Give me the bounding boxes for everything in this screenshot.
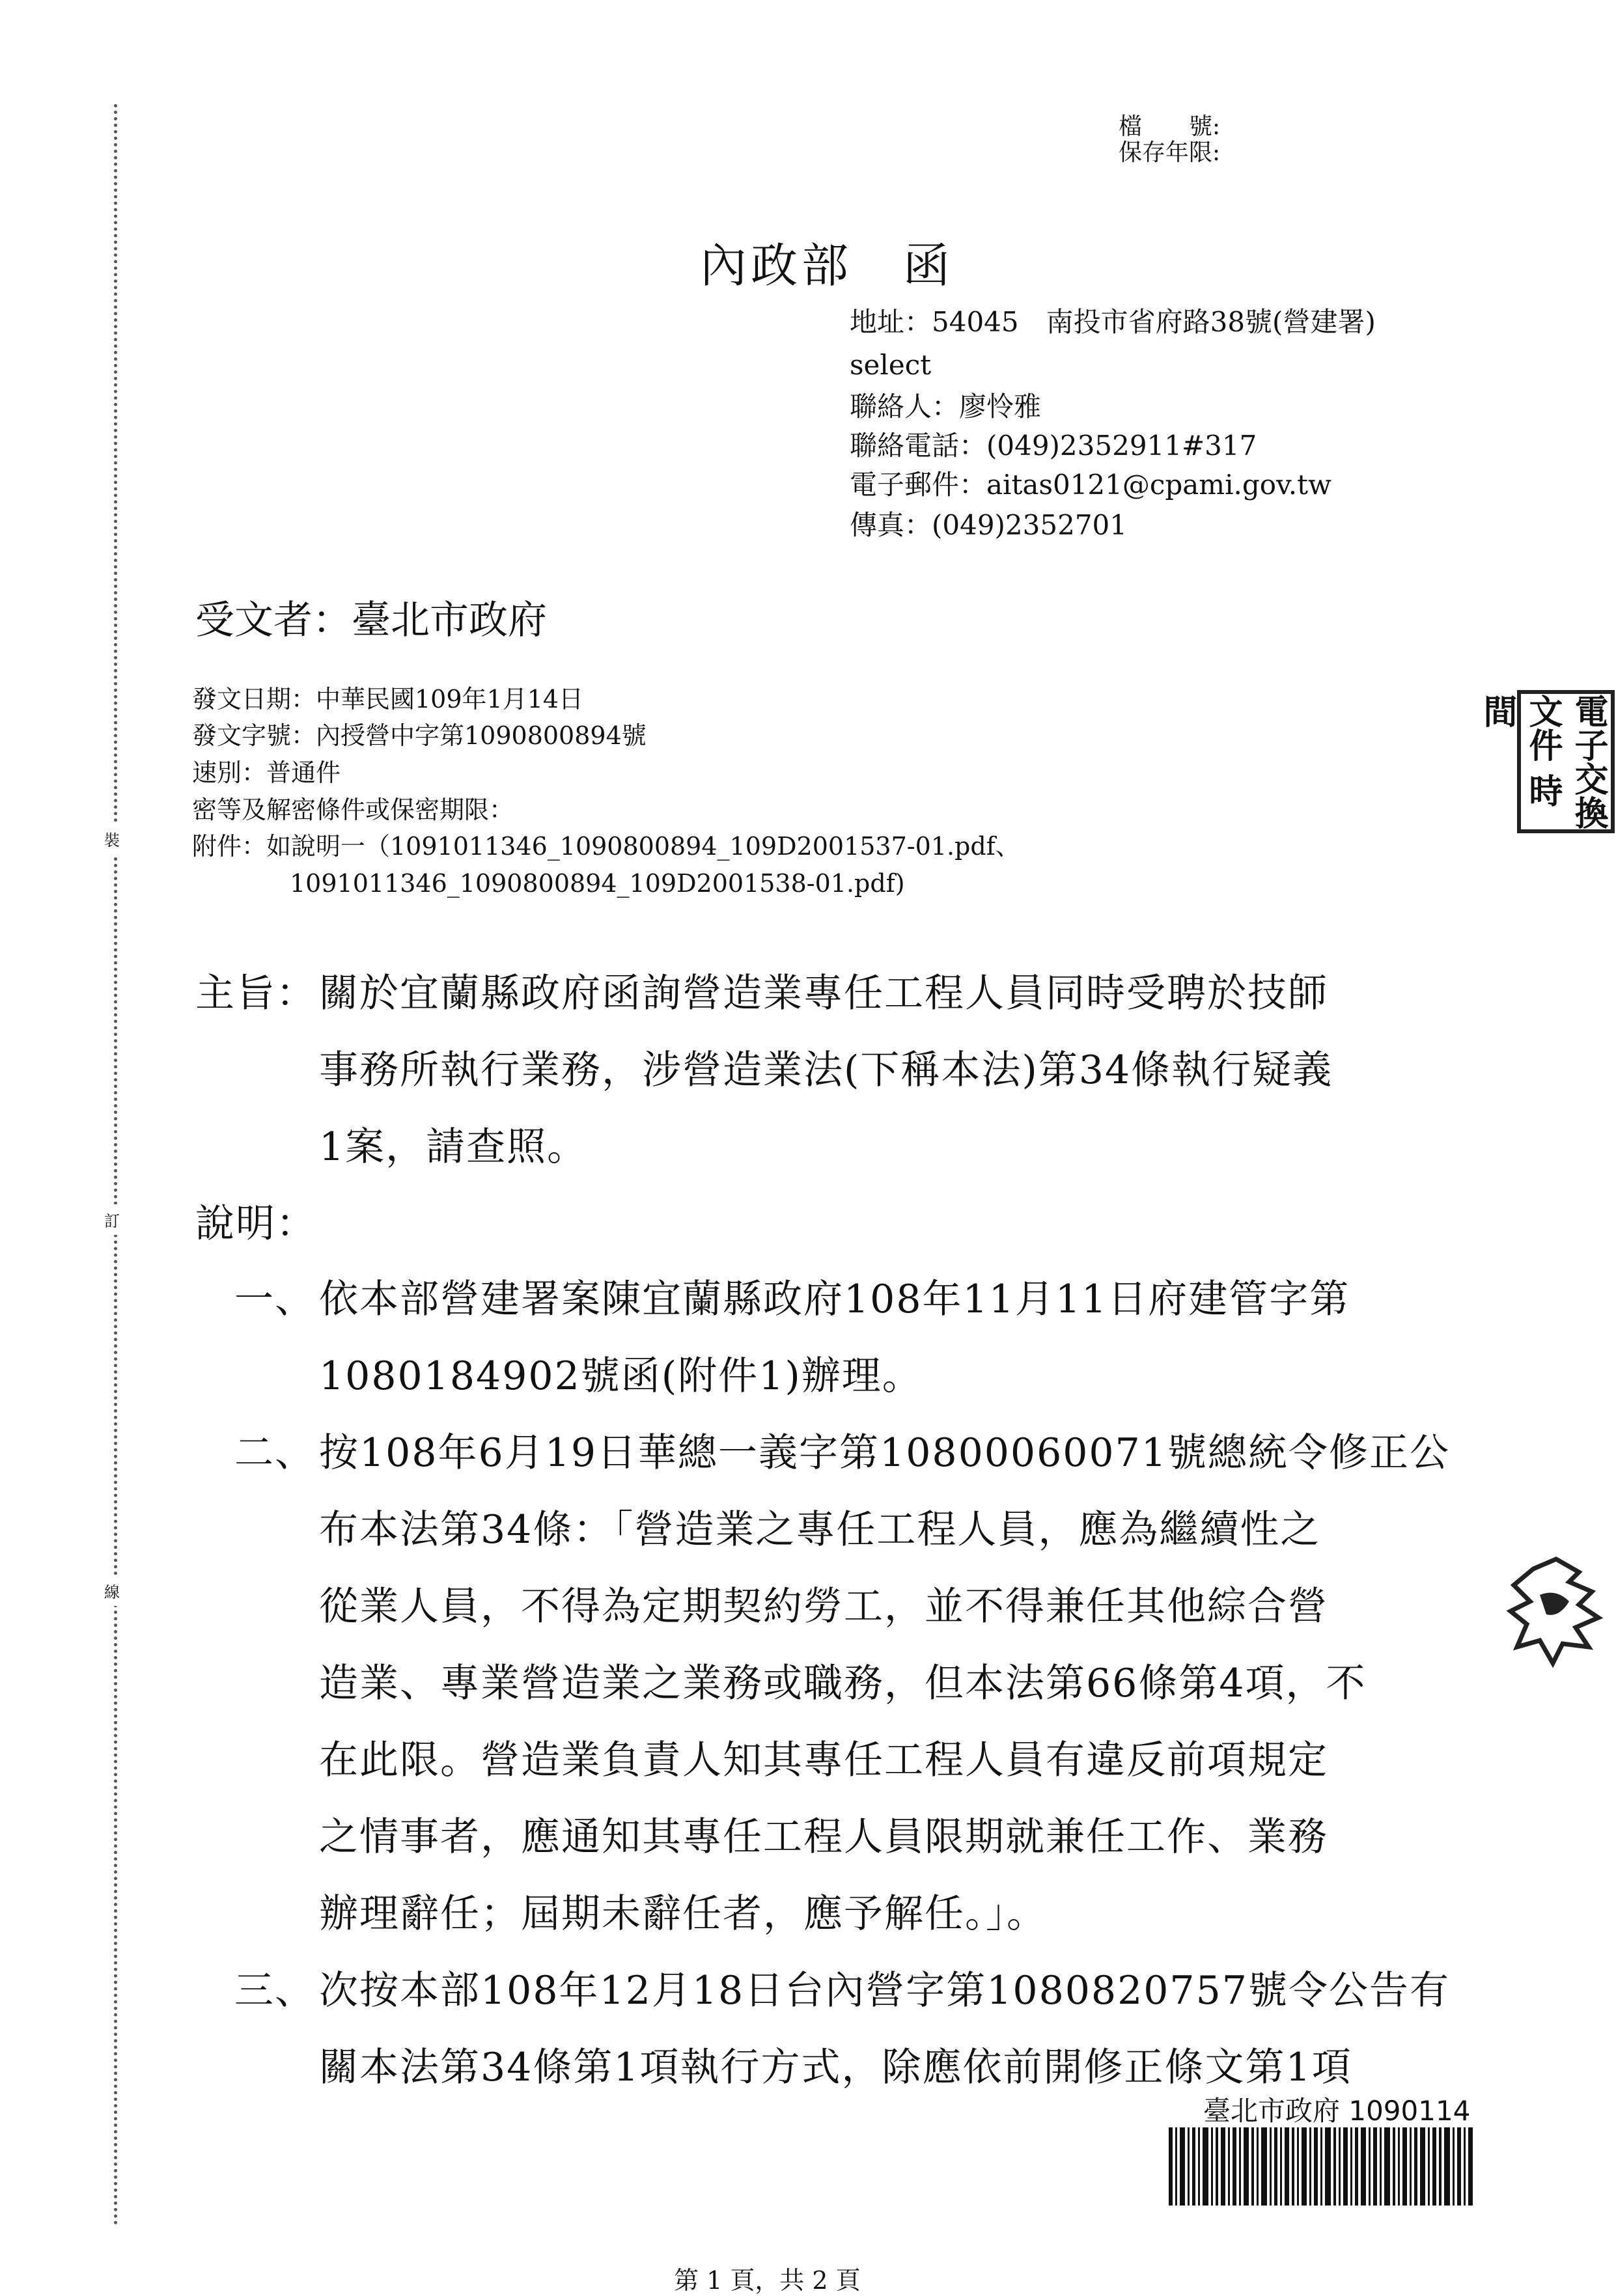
explanation-item-2-line-1: 按108年6月19日華總一義字第10800060071號總統令修正公 bbox=[319, 1430, 1450, 1476]
explanation-item-2-line-3: 從業人員，不得為定期契約勞工，並不得兼任其他綜合營 bbox=[319, 1584, 1328, 1629]
electronic-exchange-stamp: 電子交換 文件 時間 bbox=[1517, 690, 1615, 833]
receipt-label: 臺北市政府 1090114 bbox=[1203, 2095, 1471, 2127]
explanation-item-3-line-2: 關本法第34條第1項執行方式，除應依前開修正條文第1項 bbox=[319, 2045, 1352, 2090]
subject-line-3: 1案，請查照。 bbox=[319, 1124, 588, 1170]
binding-mark-zhuang: 裝 bbox=[104, 823, 120, 854]
explanation-item-2-line-4: 造業、專業營造業之業務或職務，但本法第66條第4項，不 bbox=[319, 1661, 1367, 1706]
subject-line-1: 關於宜蘭縣政府函詢營造業專任工程人員同時受聘於技師 bbox=[319, 971, 1328, 1016]
explanation-item-1-line-2: 1080184902號函(附件1)辦理。 bbox=[319, 1353, 923, 1399]
barcode-icon bbox=[1169, 2127, 1475, 2206]
contact-select: select bbox=[850, 349, 932, 381]
explanation-label: 說明： bbox=[195, 1201, 316, 1247]
explanation-item-2-line-2: 布本法第34條：「營造業之專任工程人員，應為繼續性之 bbox=[319, 1507, 1321, 1553]
binding-mark-xian: 線 bbox=[104, 1575, 120, 1606]
document-title: 內政部 函 bbox=[700, 238, 954, 293]
seal-mark-icon bbox=[1507, 1556, 1605, 1667]
speed-class: 速別：普通件 bbox=[192, 758, 341, 787]
explanation-item-2-marker: 二、 bbox=[234, 1430, 315, 1476]
subject-label: 主旨： bbox=[195, 971, 316, 1016]
recipient: 受文者：臺北市政府 bbox=[195, 598, 547, 643]
contact-address: 地址：54045 南投市省府路38號(營建署) bbox=[850, 306, 1376, 338]
explanation-item-2-line-5: 在此限。營造業負責人知其專任工程人員有違反前項規定 bbox=[319, 1737, 1328, 1783]
page-number: 第 1 頁，共 2 頁 bbox=[674, 2266, 861, 2295]
contact-person: 聯絡人：廖怜雅 bbox=[850, 391, 1042, 422]
issue-number: 發文字號：內授營中字第1090800894號 bbox=[192, 721, 647, 750]
explanation-item-2-line-6: 之情事者，應通知其專任工程人員限期就兼任工作、業務 bbox=[319, 1814, 1328, 1860]
subject-line-2: 事務所執行業務，涉營造業法(下稱本法)第34條執行疑義 bbox=[319, 1047, 1333, 1093]
explanation-item-1-marker: 一、 bbox=[234, 1277, 315, 1322]
binding-dotted-line bbox=[114, 104, 117, 2226]
explanation-item-2-line-7: 辦理辭任；屆期未辭任者，應予解任。」。 bbox=[319, 1891, 1047, 1937]
contact-fax: 傳真：(049)2352701 bbox=[850, 509, 1127, 541]
contact-email: 電子郵件：aitas0121@cpami.gov.tw bbox=[850, 469, 1331, 501]
attachments-line-1: 附件：如說明一（1091011346_1090800894_109D2001537-01.pdf、 bbox=[192, 832, 1020, 861]
explanation-item-3-line-1: 次按本部108年12月18日台內營字第1080820757號令公告有 bbox=[319, 1968, 1450, 2013]
explanation-item-1-line-1: 依本部營建署案陳宜蘭縣政府108年11月11日府建管字第 bbox=[319, 1277, 1350, 1322]
explanation-item-3-marker: 三、 bbox=[234, 1968, 315, 2013]
attachments-line-2: 1091011346_1090800894_109D2001538-01.pdf) bbox=[290, 869, 905, 898]
contact-phone: 聯絡電話：(049)2352911#317 bbox=[850, 430, 1257, 462]
file-number-label: 檔 號: bbox=[1119, 113, 1221, 140]
issue-date: 發文日期：中華民國109年1月14日 bbox=[192, 685, 584, 713]
security-level: 密等及解密條件或保密期限： bbox=[192, 795, 514, 824]
retention-period-label: 保存年限: bbox=[1119, 139, 1221, 166]
binding-mark-ding: 訂 bbox=[104, 1204, 120, 1235]
